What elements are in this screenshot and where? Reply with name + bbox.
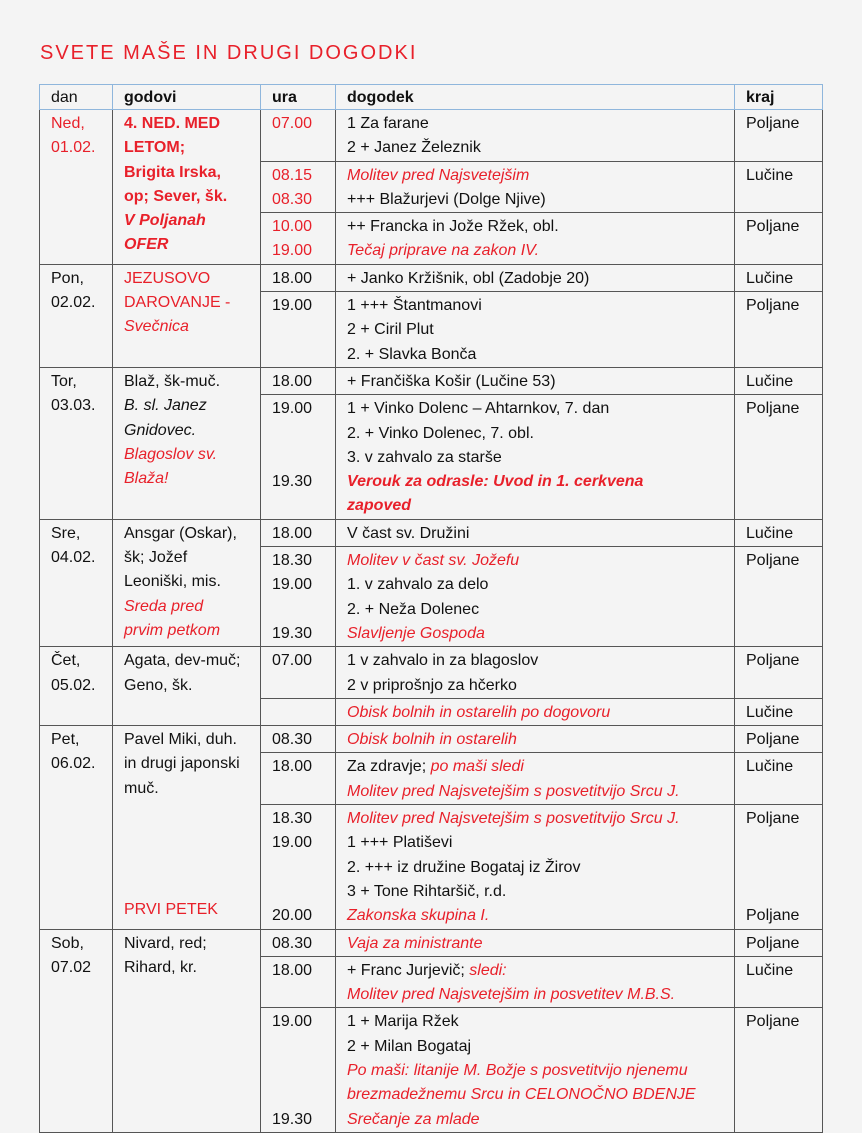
time-cell: 18.00: [261, 956, 336, 1008]
place-cell: Poljane: [735, 1008, 823, 1132]
day-cell: Ned, 01.02.: [40, 110, 113, 265]
time-cell: 07.00: [261, 647, 336, 699]
header-ura: ura: [261, 85, 336, 110]
table-header-row: [40, 85, 823, 110]
feast-cell: Nivard, red; Rihard, kr.: [113, 929, 261, 1132]
table-row: [40, 726, 823, 753]
time-cell: 18.00: [261, 519, 336, 546]
place-cell: Lučine: [735, 753, 823, 805]
day-cell: Sob, 07.02: [40, 929, 113, 1132]
time-cell: 07.00: [261, 110, 336, 162]
event-cell: Molitev pred Najsvetejšim +++ Blažurjevi (Dolge Njive): [336, 161, 735, 213]
event-cell: V čast sv. Družini: [336, 519, 735, 546]
feast-cell: Ansgar (Oskar), šk; Jožef Leoniški, mis. Sreda pred prvim petkom: [113, 519, 261, 646]
time-cell: 10.00 19.00: [261, 213, 336, 265]
place-cell: Poljane: [735, 547, 823, 647]
header-dogodek: dogodek: [336, 85, 735, 110]
place-cell: Poljane: [735, 395, 823, 519]
event-cell: ++ Francka in Jože Ržek, obl. Tečaj priprave na zakon IV.: [336, 213, 735, 265]
time-cell: 18.00: [261, 367, 336, 394]
schedule-table: [39, 84, 823, 1133]
place-cell: Poljane: [735, 647, 823, 699]
place-cell: Poljane Poljane: [735, 805, 823, 929]
event-cell: Obisk bolnih in ostarelih: [336, 726, 735, 753]
time-cell: 18.00: [261, 264, 336, 291]
event-cell: + Frančiška Košir (Lučine 53): [336, 367, 735, 394]
feast-cell: 4. NED. MED LETOM; Brigita Irska, op; Sever, šk. V Poljanah OFER: [113, 110, 261, 265]
header-godovi: godovi: [113, 85, 261, 110]
time-cell: 08.15 08.30: [261, 161, 336, 213]
table-row: [40, 519, 823, 546]
event-cell: Molitev pred Najsvetejšim s posvetitvijo Srcu J. 1 +++ Platiševi 2. +++ iz družine Bogataj iz Žirov 3 + Tone Rihtaršič, r.d. Zakonska skupina I.: [336, 805, 735, 929]
event-cell: 1 + Marija Ržek 2 + Milan Bogataj Po maši: litanije M. Božje s posvetitvijo njenemu brezmadežnemu Srcu in CELONOČNO BDENJE Srečanje za mlade: [336, 1008, 735, 1132]
event-cell: Obisk bolnih in ostarelih po dogovoru: [336, 698, 735, 725]
day-cell: Tor, 03.03.: [40, 367, 113, 519]
place-cell: Lučine: [735, 264, 823, 291]
time-cell: 18.30 19.00 19.30: [261, 547, 336, 647]
place-cell: Lučine: [735, 519, 823, 546]
place-cell: Lučine: [735, 367, 823, 394]
place-cell: Poljane: [735, 726, 823, 753]
time-cell: 18.30 19.00 20.00: [261, 805, 336, 929]
time-cell: 08.30: [261, 929, 336, 956]
time-cell: 18.00: [261, 753, 336, 805]
event-cell: Za zdravje; po maši sledi Molitev pred Najsvetejšim s posvetitvijo Srcu J.: [336, 753, 735, 805]
event-cell: 1 + Vinko Dolenc – Ahtarnkov, 7. dan 2. + Vinko Dolenec, 7. obl. 3. v zahvalo za starše Verouk za odrasle: Uvod in 1. cerkvena zapoved: [336, 395, 735, 519]
feast-cell: Blaž, šk-muč. B. sl. Janez Gnidovec. Blagoslov sv. Blaža!: [113, 367, 261, 519]
event-cell: 1 +++ Štantmanovi 2 + Ciril Plut 2. + Slavka Bonča: [336, 292, 735, 368]
day-cell: Pet, 06.02.: [40, 726, 113, 929]
time-cell: 19.00 19.30: [261, 1008, 336, 1132]
time-cell: 19.00 19.30: [261, 395, 336, 519]
feast-cell: Agata, dev-muč; Geno, šk.: [113, 647, 261, 726]
place-cell: Poljane: [735, 292, 823, 368]
place-cell: Poljane: [735, 213, 823, 265]
table-row: [40, 929, 823, 956]
day-cell: Čet, 05.02.: [40, 647, 113, 726]
table-row: [40, 264, 823, 291]
event-cell: Vaja za ministrante: [336, 929, 735, 956]
place-cell: Poljane: [735, 929, 823, 956]
table-row: [40, 110, 823, 162]
table-row: [40, 647, 823, 699]
event-cell: 1 v zahvalo in za blagoslov 2 v priprošnjo za hčerko: [336, 647, 735, 699]
day-cell: Pon, 02.02.: [40, 264, 113, 367]
feast-cell: Pavel Miki, duh. in drugi japonski muč. PRVI PETEK: [113, 726, 261, 929]
day-cell: Sre, 04.02.: [40, 519, 113, 646]
place-cell: Poljane: [735, 110, 823, 162]
page-title: SVETE MAŠE IN DRUGI DOGODKI: [40, 42, 418, 64]
header-kraj: kraj: [735, 85, 823, 110]
event-cell: 1 Za farane 2 + Janez Železnik: [336, 110, 735, 162]
feast-cell: JEZUSOVO DAROVANJE - Svečnica: [113, 264, 261, 367]
event-cell: Molitev v čast sv. Jožefu 1. v zahvalo za delo 2. + Neža Dolenec Slavljenje Gospoda: [336, 547, 735, 647]
event-cell: + Franc Jurjevič; sledi: Molitev pred Najsvetejšim in posvetitev M.B.S.: [336, 956, 735, 1008]
header-dan: dan: [40, 85, 113, 110]
time-cell: [261, 698, 336, 725]
place-cell: Lučine: [735, 956, 823, 1008]
place-cell: Lučine: [735, 161, 823, 213]
time-cell: 08.30: [261, 726, 336, 753]
place-cell: Lučine: [735, 698, 823, 725]
time-cell: 19.00: [261, 292, 336, 368]
table-row: [40, 367, 823, 394]
event-cell: + Janko Kržišnik, obl (Zadobje 20): [336, 264, 735, 291]
